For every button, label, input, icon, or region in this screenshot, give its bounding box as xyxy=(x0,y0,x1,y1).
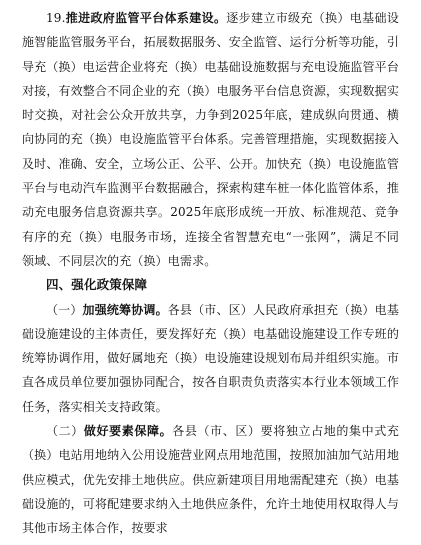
item-2-number: （二） xyxy=(46,424,84,439)
item-1-title: 加强统筹协调。 xyxy=(82,302,168,317)
section-4-heading: 四、强化政策保障 xyxy=(46,277,148,293)
item-2-body: 各县（市、区）要将独立占地的集中式充（换）电站用地纳入公用设施营业网点用地范围，按照加油加气站用地供应模式，优先安排土地供应。供应新建项目用地需配建充（换）电基础设施的，可将配建要求纳入土地供应条件，允许土地使用权取得人与其他市场主体合作，按要求 xyxy=(22,424,399,536)
item-19-body: 逐步建立市级充（换）电基础设施智能监管服务平台，拓展数据服务、安全监管、运行分析等功能，引导充（换）电运营企业将充（换）电基础设施数据与充电设施监管平台对接，有效整合不同企业的充（换）电服务平台信息资源，实现数据实时交换，对社会公众开放共享，力争到2025年底，建成纵向贯通、横向协同的充（换）电设施监管平台体系。完善管理措施，实现数据接入及时、准确、安全，立场公正、公平、公开。加快充（换）电设施监管平台与电动汽车监测平台数据融合，探索构建车桩一体化监管体系，推动充电服务信息资源共享。2025年底形成统一开放、标准规范、竞争有序的充（换）电服务市场，连接全省智慧充电“一张网”，满足不同领域、不同层次的充（换）电需求。 xyxy=(22,11,399,268)
item-19-title: 推进政府监管平台体系建设。 xyxy=(65,11,227,25)
item-2-title: 做好要素保障。 xyxy=(83,424,173,439)
item-19-number: 19. xyxy=(46,11,66,25)
paragraph-item-19 xyxy=(22,6,399,273)
paragraph-item-2 xyxy=(22,419,399,540)
item-1-number: （一） xyxy=(46,302,83,317)
paragraph-item-1 xyxy=(22,298,399,419)
item-1-body: 各县（市、区）人民政府承担充（换）电基础设施建设的主体责任，要发挥好充（换）电基础设施建设工作专班的统筹协调作用，做好属地充（换）电设施建设规划布局并组织实施。市直各成员单位要加强协同配合，按各自职责负责落实本行业本领域工作任务，落实相关支持政策。 xyxy=(22,302,400,414)
